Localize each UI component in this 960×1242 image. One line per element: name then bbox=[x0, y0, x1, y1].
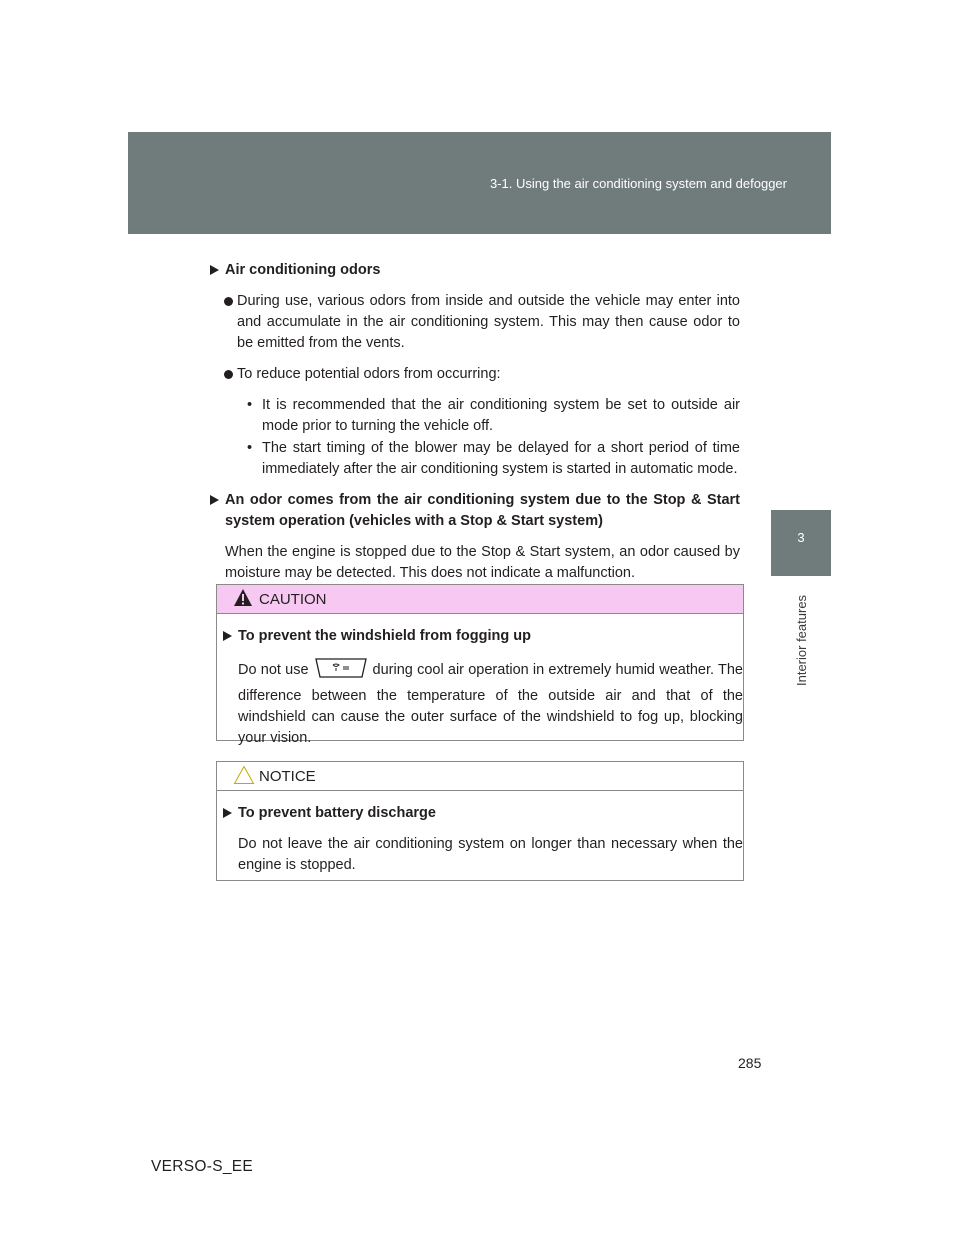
page-number: 285 bbox=[738, 1055, 762, 1071]
notice-header bbox=[217, 762, 743, 791]
triangle-bullet-icon bbox=[210, 495, 219, 505]
notice-heading: To prevent battery discharge bbox=[223, 803, 743, 824]
dot-bullet-icon bbox=[224, 370, 233, 379]
caution-header bbox=[217, 585, 743, 614]
main-content bbox=[210, 260, 740, 594]
sub-list-item: • The start timing of the blower may be delayed for a short period of time immediately after the air conditioning system is started in automatic mode. bbox=[247, 440, 740, 477]
notice-text: Do not leave the air conditioning system on longer than necessary when the engine is stopped. bbox=[238, 836, 743, 873]
triangle-bullet-icon bbox=[223, 808, 232, 818]
caution-box bbox=[216, 584, 744, 746]
caution-text: Do not use during cool air operation in extremely humid weather. The difference between the temperature of the outside air and that of the windshield can cause the outer surface of the windshield to fog up, blocking your vision. bbox=[217, 657, 743, 749]
triangle-bullet-icon bbox=[223, 631, 232, 641]
notice-label: NOTICE bbox=[259, 768, 316, 785]
section-heading-stop-start: An odor comes from the air conditioning system due to the Stop & Start system operation (vehicles with a Stop & Start system) bbox=[210, 490, 740, 532]
warning-triangle-icon bbox=[233, 588, 253, 608]
sub-list-item: • It is recommended that the air conditioning system be set to outside air mode prior to turning the vehicle off. bbox=[247, 397, 740, 434]
list-item: During use, various odors from inside and outside the vehicle may enter into and accumulate in the air conditioning system. This may then cause odor to be emitted from the vents. bbox=[210, 291, 740, 354]
windshield-defogger-button-icon bbox=[313, 657, 369, 686]
section-title: 3-1. Using the air conditioning system and defogger bbox=[489, 176, 787, 191]
chapter-number: 3 bbox=[797, 530, 805, 545]
notice-triangle-icon bbox=[233, 765, 255, 785]
chapter-label: Interior features bbox=[794, 594, 809, 686]
model-code: VERSO-S_EE bbox=[151, 1158, 254, 1175]
caution-heading: To prevent the windshield from fogging up bbox=[223, 626, 743, 647]
section-heading-odors: Air conditioning odors bbox=[210, 260, 740, 281]
paragraph: When the engine is stopped due to the Stop & Start system, an odor caused by moisture may be detected. This does not indicate a malfunction. bbox=[225, 544, 740, 581]
chapter-tab bbox=[771, 510, 831, 576]
caution-label: CAUTION bbox=[259, 591, 327, 608]
section-header-bar bbox=[128, 132, 831, 234]
triangle-bullet-icon bbox=[210, 265, 219, 275]
notice-box bbox=[216, 761, 744, 881]
list-item: To reduce potential odors from occurring: bbox=[210, 364, 740, 385]
chapter-label-container bbox=[771, 586, 831, 696]
dot-bullet-icon bbox=[224, 297, 233, 306]
